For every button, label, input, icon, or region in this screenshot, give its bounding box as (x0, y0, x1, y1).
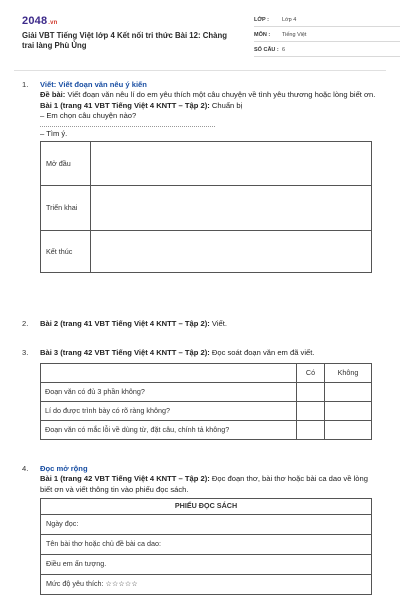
section-4 (40, 464, 380, 595)
exercise-line (40, 101, 380, 111)
meta-value: 6 (282, 46, 286, 53)
section-heading: Viết: Viết đoạn văn nêu ý kiến (40, 80, 147, 89)
meta-row-class (254, 15, 400, 27)
no-cell[interactable] (325, 383, 372, 402)
bullet-question: – Em chọn câu chuyện nào? (40, 110, 137, 120)
table-row (41, 231, 372, 273)
bullet-ideas: – Tìm ý. (40, 129, 68, 138)
table-header-row (41, 364, 372, 383)
section-heading: Đọc mở rộng (40, 464, 88, 473)
meta-info (254, 15, 400, 60)
meta-value: Lớp 4 (282, 16, 297, 23)
table-row (41, 421, 372, 440)
prompt-label: Đề bài: (40, 90, 66, 100)
prompt (40, 90, 380, 100)
section-number: 3. (22, 348, 29, 357)
yes-cell[interactable] (297, 421, 325, 440)
checklist-item: Lí do được trình bày có rõ ràng không? (41, 402, 297, 421)
meta-key: MÔN : (254, 31, 271, 38)
checklist-item: Đoạn văn có mắc lỗi về dùng từ, đặt câu, chính tả không? (41, 421, 297, 440)
prompt-text: Viết đoạn văn nêu lí do em yêu thích một câu chuyện về tình yêu thương hoặc lòng biết ơn. (65, 90, 376, 100)
exercise-label: Bài 1 (trang 42 VBT Tiếng Việt 4 KNTT – Tập 2): (40, 474, 210, 484)
exercise-text: Đọc đoạn thơ, bài thơ hoặc bài ca dao về lòng biết ơn và viết thông tin vào phiếu đọc sách. (40, 474, 368, 494)
meta-row-count (254, 45, 400, 57)
exercise-line (40, 319, 380, 329)
table-row (41, 402, 372, 421)
reading-slip-table (40, 498, 372, 595)
yes-cell[interactable] (297, 402, 325, 421)
table-row (41, 142, 372, 186)
exercise-text: Đọc soát đoạn văn em đã viết. (209, 348, 315, 357)
idea-table (40, 141, 372, 273)
logo-text: 2048 (22, 15, 48, 27)
section-number: 2. (22, 319, 29, 328)
table-row (41, 554, 372, 574)
site-logo[interactable] (22, 14, 58, 29)
no-cell[interactable] (325, 421, 372, 440)
column-header-no: Không (325, 364, 372, 383)
table-row (41, 383, 372, 402)
answer-dotted-line[interactable] (40, 121, 215, 127)
section-number: 1. (22, 80, 29, 89)
section-2 (40, 319, 380, 329)
logo-suffix: .vn (48, 20, 58, 26)
table-row (41, 186, 372, 231)
header-divider (14, 70, 386, 71)
exercise-line (40, 348, 380, 358)
exercise-text: Viết. (209, 319, 227, 328)
exercise-label: Bài 3 (trang 42 VBT Tiếng Việt 4 KNTT – Tập 2): (40, 348, 210, 357)
reading-slip-title: PHIẾU ĐỌC SÁCH (41, 498, 372, 514)
yes-cell[interactable] (297, 383, 325, 402)
exercise-label: Bài 1 (trang 41 VBT Tiếng Việt 4 KNTT – Tập 2): (40, 100, 210, 110)
page-header (22, 12, 382, 64)
section-number: 4. (22, 464, 29, 473)
meta-row-subject (254, 30, 400, 42)
answer-cell[interactable] (91, 186, 372, 231)
row-label: Triển khai (41, 186, 91, 231)
column-header-yes: Có (297, 364, 325, 383)
answer-cell[interactable] (91, 231, 372, 273)
slip-field[interactable]: Ngày đọc: (41, 514, 372, 534)
checklist-item: Đoạn văn có đủ 3 phần không? (41, 383, 297, 402)
document-title: Giải VBT Tiếng Việt lớp 4 Kết nối tri thức Bài 12: Chàng trai làng Phù Ủng (22, 31, 227, 51)
checklist-table (40, 363, 372, 440)
meta-value: Tiếng Việt (282, 31, 307, 38)
meta-key: LỚP : (254, 16, 269, 23)
exercise-text: Chuẩn bị (209, 100, 243, 110)
no-cell[interactable] (325, 402, 372, 421)
table-title-row (41, 498, 372, 514)
table-row (41, 514, 372, 534)
answer-cell[interactable] (91, 142, 372, 186)
row-label: Mở đầu (41, 142, 91, 186)
header-blank (41, 364, 297, 383)
slip-field[interactable]: Mức độ yêu thích: ☆☆☆☆☆ (41, 574, 372, 594)
table-row (41, 534, 372, 554)
slip-field[interactable]: Tên bài thơ hoặc chủ đề bài ca dao: (41, 534, 372, 554)
slip-field[interactable]: Điều em ấn tượng. (41, 554, 372, 574)
section-3 (40, 348, 380, 440)
exercise-line (40, 474, 380, 495)
meta-key: SỐ CÂU : (254, 46, 279, 53)
table-row (41, 574, 372, 594)
exercise-label: Bài 2 (trang 41 VBT Tiếng Việt 4 KNTT – Tập 2): (40, 319, 210, 328)
section-1 (40, 80, 380, 273)
row-label: Kết thúc (41, 231, 91, 273)
